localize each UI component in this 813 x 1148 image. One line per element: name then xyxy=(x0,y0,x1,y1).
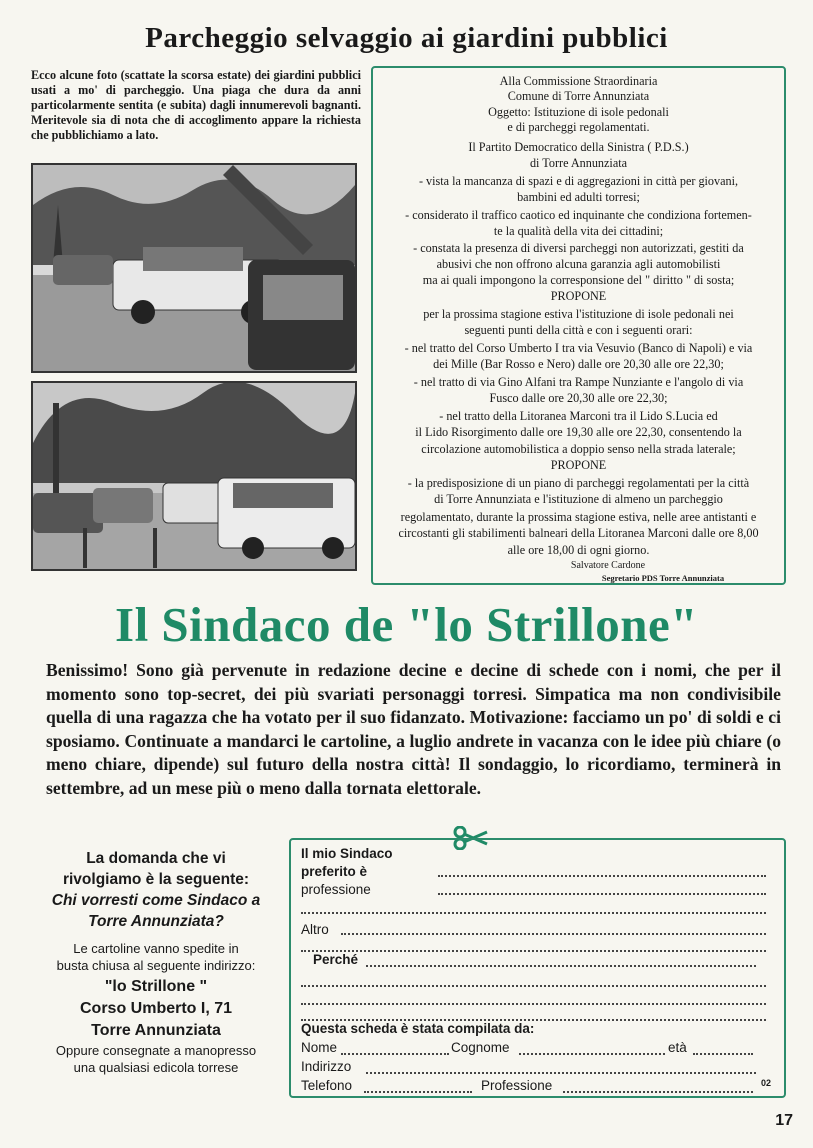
form-label-indirizzo: Indirizzo xyxy=(301,1059,352,1074)
professione-2-field[interactable] xyxy=(563,1090,753,1093)
question-line: rivolgiamo è la seguente: xyxy=(62,871,250,888)
letter-line: alle ore 18,00 di ogni giorno. xyxy=(507,543,650,557)
form-label-eta: età xyxy=(668,1040,687,1055)
indirizzo-field[interactable] xyxy=(366,1071,756,1074)
article-headline: Parcheggio selvaggio ai giardini pubblici xyxy=(145,22,668,54)
letter-line: - considerato il traffico caotico ed inquinante che condiziona fortemen- xyxy=(405,208,752,222)
letter-signature-name: Salvatore Cardone xyxy=(570,560,646,571)
question-line: La domanda che vi xyxy=(86,850,226,867)
question-line: Torre Annunziata? xyxy=(88,913,224,930)
form-label-perche: Perché xyxy=(313,952,359,967)
form-label-professione-2: Professione xyxy=(481,1078,553,1093)
letter-line: - nel tratto del Corso Umberto I tra via Vesuvio (Banco di Napoli) e via xyxy=(404,341,753,355)
parking-photo-1-image xyxy=(33,165,355,371)
extra-line-field[interactable] xyxy=(301,911,766,914)
letter-line: Il Partito Democratico della Sinistra ( P.D.S.) xyxy=(468,140,689,154)
letter-heading-propone: PROPONE xyxy=(550,458,607,472)
section-title: Il Sindaco de "lo Strillone" xyxy=(115,597,698,652)
letter-line: - constata la presenza di diversi parcheggi non autorizzati, gestiti da xyxy=(413,241,744,255)
letter-line: abusivi che non offrono alcuna garanzia agli automobilisti xyxy=(436,257,721,271)
perche-field[interactable] xyxy=(366,964,756,967)
letter-line: di Torre Annunziata xyxy=(529,156,628,170)
parking-photo-2-image xyxy=(33,383,355,569)
professione-field[interactable] xyxy=(438,892,766,895)
letter-line: e di parcheggi regolamentati. xyxy=(507,120,650,134)
letter-line: circolazione automobilistica a doppio senso nella strada laterale; xyxy=(421,442,736,456)
letter-line: ma ai quali impongono la corresponsione del " diritto " di sosta; xyxy=(422,273,735,287)
alternative-delivery: una qualsiasi edicola torrese xyxy=(73,1060,239,1075)
body-text: Benissimo! Sono già pervenute in redazione decine e decine di schede con i nomi, che per il momento sono top-secret, dei più svariati personaggi torresi. Simpatica ma non condivisibile quella di una ragazza che ha votato per il suo fidanzato. Motivazione: facciamo un po' di soldi e ci sposiamo. Continuate a mandarci le cartoline, a luglio andrete in vacanza con le idee più chiare (o meno chiare, dipende) sul futuro della nostra città! Il sondaggio, lo ricordiamo, terminerà in settembre, ad un mese più o meno dalla tornata elettorale. xyxy=(46,660,781,798)
form-label-telefono: Telefono xyxy=(301,1078,353,1093)
letter-line: bambini ed adulti torresi; xyxy=(517,190,640,204)
perche-field-3[interactable] xyxy=(301,1002,766,1005)
parking-photo-2 xyxy=(31,381,357,571)
letter-line: seguenti punti della città e con i seguenti orari: xyxy=(464,323,693,337)
alternative-delivery: Oppure consegnate a manopresso xyxy=(55,1043,257,1058)
pds-letter-box xyxy=(371,66,786,585)
letter-line: circostanti gli stabilimenti balneari della Litoranea Marconi dalle ore 8,00 xyxy=(398,526,759,540)
letter-line: per la prossima stagione estiva l'istituzione di isole pedonali nei xyxy=(423,307,734,321)
letter-line: regolamentato, durante la prossima stagione estiva, nelle aree antistanti e xyxy=(400,510,757,524)
altro-field[interactable] xyxy=(341,932,766,935)
address-line: Torre Annunziata xyxy=(91,1022,221,1039)
letter-line: Fusco dalle ore 20,30 alle ore 22,30; xyxy=(489,391,668,405)
letter-line: - la predisposizione di un piano di parcheggi regolamentati per la città xyxy=(407,476,750,490)
form-label-altro: Altro xyxy=(301,922,329,937)
altro-field-2[interactable] xyxy=(301,949,766,952)
letter-line: - vista la mancanza di spazi e di aggregazioni in città per giovani, xyxy=(418,174,739,188)
form-label-sindaco: Il mio Sindaco xyxy=(301,846,393,861)
telefono-field[interactable] xyxy=(364,1090,472,1093)
letter-line: Alla Commissione Straordinaria xyxy=(499,74,658,88)
send-instructions: Le cartoline vanno spedite in xyxy=(73,941,239,956)
letter-line: te la qualità della vita dei cittadini; xyxy=(493,224,664,238)
letter-signature-title: Segretario PDS Torre Annunziata xyxy=(601,573,725,583)
sindaco-field[interactable] xyxy=(438,874,766,877)
instructions-column xyxy=(31,848,281,1076)
letter-line: Oggetto: Istituzione di isole pedonali xyxy=(488,105,669,119)
form-label-compilata: Questa scheda è stata compilata da: xyxy=(301,1021,535,1036)
form-code: 02 xyxy=(761,1078,772,1088)
nome-field[interactable] xyxy=(341,1052,449,1055)
parking-photo-1 xyxy=(31,163,357,373)
perche-field-2[interactable] xyxy=(301,984,766,987)
page-number: 17 xyxy=(775,1112,793,1129)
ballot-form xyxy=(289,838,786,1098)
address-line: Corso Umberto I, 71 xyxy=(79,1000,233,1017)
cognome-field[interactable] xyxy=(519,1052,665,1055)
form-label-professione: professione xyxy=(301,882,371,897)
intro-text: Ecco alcune foto (scattate la scorsa estate) dei giardini pubblici usati a mo' di parcheggio. Una piaga che dura da anni particolarmente sentita (e subita) dagli innumerevoli bagnanti. Meritevole sia di nota che di accoglimento appare la richiesta che pubblichiamo a lato. xyxy=(31,68,361,142)
address-line: "lo Strillone " xyxy=(104,978,208,995)
letter-line: dei Mille (Bar Rosso e Nero) dalle ore 20,30 alle ore 22,30; xyxy=(433,357,724,371)
question-line: Chi vorresti come Sindaco a xyxy=(51,892,261,909)
letter-line: - nel tratto della Litoranea Marconi tra il Lido S.Lucia ed xyxy=(439,409,718,423)
letter-heading-propone: PROPONE xyxy=(550,289,607,303)
form-label-nome: Nome xyxy=(301,1040,338,1055)
eta-field[interactable] xyxy=(693,1052,753,1055)
letter-line: Comune di Torre Annunziata xyxy=(507,89,650,103)
letter-line: - nel tratto di via Gino Alfani tra Rampe Nunziante e l'angolo di via xyxy=(413,375,744,389)
send-instructions: busta chiusa al seguente indirizzo: xyxy=(56,958,256,973)
form-label-preferito: preferito è xyxy=(301,864,368,879)
form-label-cognome: Cognome xyxy=(451,1040,510,1055)
letter-line: di Torre Annunziata e l'istituzione di almeno un parcheggio xyxy=(434,492,723,506)
letter-line: il Lido Risorgimento dalle ore 19,30 alle ore 22,30, consentendo la xyxy=(415,425,742,439)
